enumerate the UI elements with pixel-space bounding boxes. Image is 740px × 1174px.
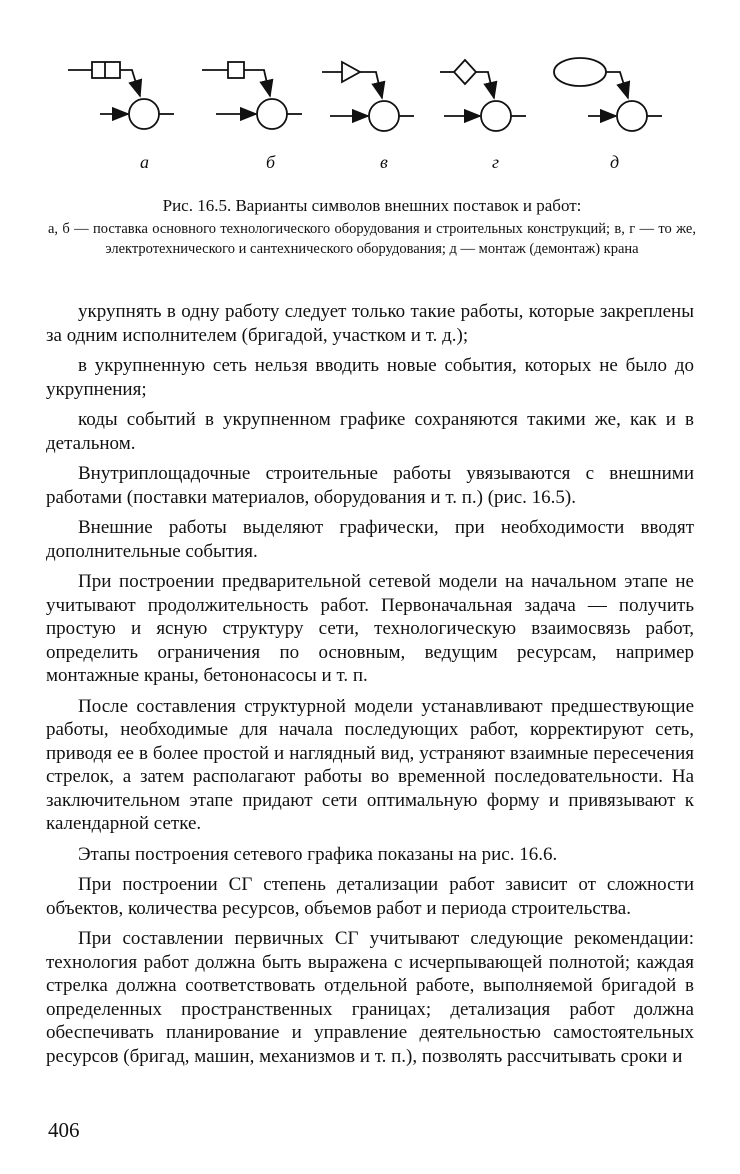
symbol-g-sanitary-supply [440, 60, 526, 131]
paragraph: При построении предварительной сетевой модели на начальном этапе не учитывают продолжительность работ. Первоначальная задача — получить простую и ясную структуру сети, технологическую взаимосвязь работ, определить ограничения по основным, ведущим ресурсам, например монтажные краны, бетононасосы и т. п. [46, 571, 694, 686]
caption-description: а, б — поставка основного технологического оборудования и строительных конструкций; в, г — то же, электротехнического и сантехнического оборудования; д — монтаж (демонтаж) крана [48, 221, 696, 257]
symbol-d-crane-mounting [554, 58, 662, 131]
paragraph: коды событий в укрупненном графике сохраняются такими же, как и в детальном. [46, 409, 694, 454]
paragraph: Внутриплощадочные строительные работы увязываются с внешними работами (поставки материалов, оборудования и т. п.) (рис. 16.5). [46, 463, 694, 508]
figure-label-d: д [610, 152, 620, 172]
figure-label-a: а [140, 152, 149, 172]
figure-label-v: в [380, 152, 388, 172]
figure-caption [48, 195, 696, 259]
paragraph: Этапы построения сетевого графика показаны на рис. 16.6. [78, 843, 558, 865]
page-number: 406 [48, 1118, 80, 1142]
body-text [46, 300, 694, 1075]
paragraph: Внешние работы выделяют графически, при необходимости вводят дополнительные события. [46, 517, 694, 562]
paragraph: При составлении первичных СГ учитывают следующие рекомендации: технология работ должна быть выражена с исчерпывающей полнотой; каждая стрелка должна соответствовать отдельной работе, выполняемой бригадой в определенных пространственных границах; детализация работ должна обеспечивать планирование и управление деятельностью самостоятельных ресурсов (бригад, машин, механизмов и т. п.), позволять рассчитывать сроки и [46, 928, 694, 1067]
symbol-b-structures-supply [202, 62, 302, 129]
figure-16-5 [40, 40, 700, 190]
caption-title: Рис. 16.5. Варианты символов внешних поставок и работ: [162, 196, 582, 215]
paragraph: После составления структурной модели устанавливают предшествующие работы, необходимые для начала последующих работ, корректируют сеть, приводя ее в более простой и наглядный вид, устраняют взаимные пересечения стрелок, а затем располагают работы во временной последовательности. На заключительном этапе придают сети оптимальную форму и привязывают к календарной сетке. [46, 695, 694, 834]
paragraph: укрупнять в одну работу следует только такие работы, которые закреплены за одним исполнителем (бригадой, участком и т. д.); [46, 301, 694, 346]
symbol-v-electrical-supply [322, 62, 414, 131]
figure-label-g: г [492, 152, 500, 172]
paragraph: При построении СГ степень детализации работ зависит от сложности объектов, количества ресурсов, объемов работ и периода строительства. [46, 874, 694, 919]
figure-label-b: б [266, 152, 276, 172]
symbol-a-equipment-supply [68, 62, 174, 129]
paragraph: в укрупненную сеть нельзя вводить новые события, которых не было до укрупнения; [46, 355, 694, 400]
